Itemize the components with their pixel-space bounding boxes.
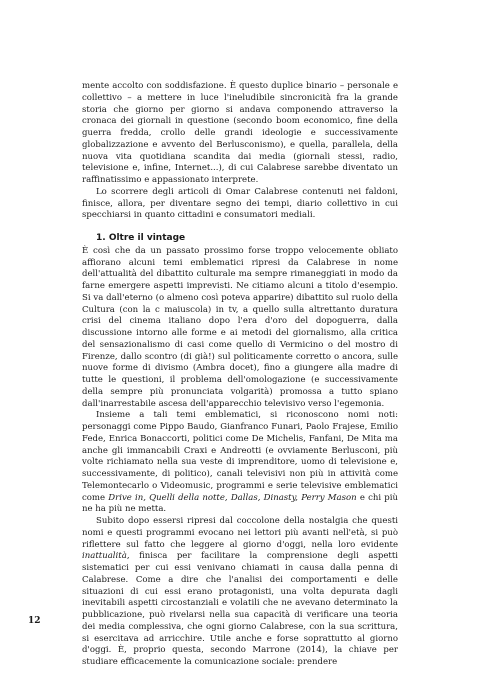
paragraph	[82, 410, 398, 516]
paragraph-tail: , finisca per facilitare la comprensione degli aspetti sistematici per cui essi venivano chiamati in causa dalla penna di Calabrese. Come a dire che l'analisi dei comportamenti e delle situazioni di cui essi erano protagonisti, una volta depurata dagli inevitabili aspetti circostanziali e volatili che ne avevano determinato la pubblicazione, può rivelarsi nella sua capacità di verificare una teoria dei media complessiva, che ogni giorno Calabrese, con la sua scrittura, si esercitava ad arricchire. Utile anche e forse soprattutto al giorno d'oggi. È, proprio questa, secondo Marrone	[82, 551, 398, 656]
paragraph-text: Insieme a tali temi emblematici, si riconoscono nomi noti: personaggi come Pippo Baudo, Gianfranco Funari, Paolo Frajese, Emilio Fede, Enrica Bonaccorti, politici come De Michelis, Fanfani, De Mita ma anche gli immancabili Craxi e Andreotti (e ovviamente Berlusconi, più volte richiamato nella sua veste di imprenditore, uomo di televisione e, successivamente, di politico), canali televisivi non più in attività come Telemontecarlo o Videomusic, programmi e serie televisive emblematici come	[82, 410, 398, 503]
paragraph-end: (2014), la chiave per studiare efficacemente la comunicazione sociale: prendere	[82, 645, 398, 667]
paragraph: Lo scorrere degli articoli di Omar Calabrese contenuti nei faldoni, finisce, allora, per diventare segno dei tempi, diario collettivo in cui specchiarsi in quanto cittadini e consumatori mediali.	[82, 186, 398, 221]
body-text	[82, 81, 398, 669]
paragraph-continued: mente accolto con soddisfazione. È questo duplice binario – personale e collettivo – a mettere in luce l'ineludibile sincronicità fra la grande storia che giorno per giorno si andava componendo attraverso la cronaca dei giornali in questione (secondo boom economico, fine della guerra fredda, crollo delle grandi ideologie e successivamente globalizzazione e avvento del Berlusconismo), e quella, parallela, della nuova vita quotidiana scandita dai media (giornali stessi, radio, televisione e, infine, Internet...), di cui Calabrese sarebbe diventato un raffinatissimo e appassionato interprete.	[82, 81, 398, 185]
paragraph	[82, 516, 398, 669]
section-heading: 1. Oltre il vintage	[96, 233, 186, 243]
page-number: 12	[28, 616, 41, 626]
italic-titles: Drive in, Quelli della notte, Dallas, Dinasty, Perry Mason	[108, 492, 357, 503]
italic-word: inattualità	[82, 551, 127, 562]
paragraph-text: Subito dopo essersi ripresi dal coccolone della nostalgia che questi nomi e questi programmi evocano nei lettori più avanti nell'età, si può riflettere sul fatto che leggere al giorno d'oggi, nella loro evidente	[82, 516, 398, 550]
paragraph: È così che da un passato prossimo forse troppo velocemente obliato affiorano alcuni temi emblematici ripresi da Calabrese in nome dell'attualità del dibattito culturale ma sempre rimaneggiati in modo da farne emergere aspetti imprevisti. Ne citiamo alcuni a titolo d'esempio. Si va dall'eterno (o almeno così poteva apparire) dibattito sul ruolo della Cultura (con la c maiuscola) in tv, a quello sulla altrettanto duratura crisi del cinema italiano dopo l'era d'oro del dopoguerra, dalla discussione intorno alle forme e ai metodi del giornalismo, alla critica del sensazionalismo di casi come quello di Vermicino o del mostro di Firenze, dallo scontro (di già!) sul politicamente corretto o ancora, sulle nuove forme di divismo (Ambra docet), fino a giungere alla madre di tutte le questioni, il problema dell'omologazione (e successivamente della sempre più pronunciata volgarità) promossa a tutto spiano dall'inarrestabile ascesa dell'apparecchio televisivo verso l'egemonia.	[82, 245, 398, 409]
paragraph-tail: e chi più ne ha più ne metta.	[82, 492, 399, 515]
